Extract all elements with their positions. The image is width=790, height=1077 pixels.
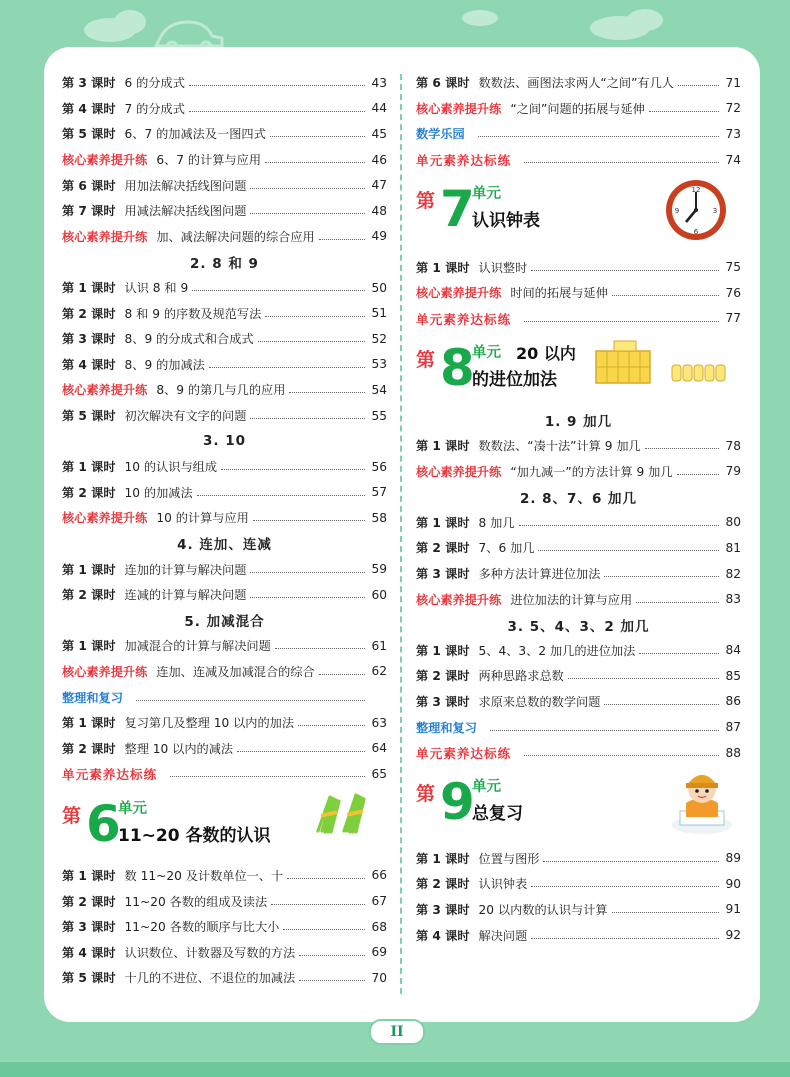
entry-prefix: 第 4 课时 — [416, 928, 470, 943]
leader-dots — [636, 602, 719, 603]
section-heading: 3. 10 — [202, 433, 246, 450]
toc-entry — [416, 254, 741, 280]
entry-page-number: 90 — [725, 876, 741, 891]
toc-entry — [62, 70, 387, 96]
unit-prefix: 第 — [416, 190, 436, 213]
entry-page-number: 53 — [371, 357, 387, 372]
unit-prefix: 第 — [416, 349, 436, 372]
entry-page-number: 65 — [371, 766, 387, 781]
unit-label: 单元 — [472, 186, 501, 203]
unit-prefix: 第 — [62, 804, 82, 827]
toc-entry — [416, 638, 741, 664]
entry-page-number: 73 — [725, 126, 741, 141]
entry-title: “之间”问题的拓展与延伸 — [510, 101, 645, 116]
leader-dots — [678, 85, 719, 86]
entry-page-number: 81 — [725, 540, 741, 555]
entry-title: 加、减法解决问题的综合应用 — [156, 229, 315, 244]
section-heading: 2. 8 和 9 — [190, 255, 259, 272]
entry-prefix: 第 5 课时 — [62, 409, 116, 424]
entry-prefix: 整理和复习 — [62, 690, 123, 705]
entry-prefix: 第 5 课时 — [62, 971, 116, 986]
entry-prefix: 第 5 课时 — [62, 127, 116, 142]
entry-title: 求原来总数的数学问题 — [478, 694, 601, 709]
unit-header — [62, 787, 387, 863]
entry-prefix: 第 1 课时 — [416, 515, 470, 530]
entry-page-number: 70 — [371, 970, 387, 985]
unit-title-line1: 20 以内 — [516, 344, 576, 364]
entry-title: 6、7 的加减法及一图四式 — [124, 127, 266, 142]
entry-page-number: 61 — [371, 638, 387, 653]
entry-title: 数 11~20 及计数单位一、十 — [124, 868, 284, 883]
entry-prefix: 核心素养提升练 — [416, 286, 502, 301]
entry-prefix: 第 1 课时 — [62, 562, 116, 577]
entry-page-number: 79 — [725, 464, 741, 479]
entry-title: 认识 8 和 9 — [124, 281, 189, 296]
toc-entry — [416, 458, 741, 484]
leader-dots — [221, 469, 365, 470]
entry-page-number: 74 — [725, 152, 741, 167]
entry-prefix: 核心素养提升练 — [62, 664, 148, 679]
toc-entry — [416, 147, 741, 173]
toc-entry — [62, 505, 387, 531]
leader-dots — [283, 929, 365, 930]
toc-entry — [62, 735, 387, 761]
entry-prefix: 第 2 课时 — [416, 669, 470, 684]
entry-prefix: 整理和复习 — [416, 720, 477, 735]
entry-page-number: 48 — [371, 203, 387, 218]
entry-page-number: 83 — [725, 592, 741, 607]
toc-entry — [62, 377, 387, 403]
toc-entry — [62, 710, 387, 736]
entry-title: 5、4、3、2 加几的进位加法 — [478, 643, 636, 658]
entry-title: 10 的加减法 — [124, 485, 193, 500]
leader-dots — [289, 392, 365, 393]
section-heading: 4. 连加、连减 — [177, 537, 272, 554]
toc-entry — [62, 888, 387, 914]
entry-page-number: 54 — [371, 382, 387, 397]
unit-prefix: 第 — [416, 783, 436, 806]
entry-page-number: 49 — [371, 229, 387, 244]
entry-title: 位置与图形 — [478, 851, 540, 866]
entry-title: 连加的计算与解决问题 — [124, 562, 247, 577]
section-heading: 5. 加减混合 — [184, 614, 265, 631]
entry-page-number: 72 — [725, 101, 741, 116]
entry-title: 10 的认识与组成 — [124, 460, 218, 475]
entry-prefix: 第 1 课时 — [416, 851, 470, 866]
entry-title: 解决问题 — [478, 928, 528, 943]
entry-page-number: 52 — [371, 331, 387, 346]
leader-dots — [531, 886, 719, 887]
section-heading: 2. 8、7、6 加几 — [519, 490, 638, 507]
entry-prefix: 第 2 课时 — [62, 306, 116, 321]
entry-prefix: 单元素养达标练 — [62, 767, 158, 783]
entry-prefix: 第 2 课时 — [62, 741, 116, 756]
entry-page-number: 76 — [725, 285, 741, 300]
unit-header — [416, 172, 741, 254]
leader-dots — [531, 938, 719, 939]
entry-prefix: 第 3 课时 — [62, 332, 116, 347]
entry-prefix: 第 4 课时 — [62, 101, 116, 116]
toc-entry — [416, 535, 741, 561]
toc-entry — [416, 845, 741, 871]
entry-title: 7、6 加几 — [478, 541, 535, 556]
toc-entry — [62, 326, 387, 352]
entry-page-number: 80 — [725, 515, 741, 530]
entry-page-number: 67 — [371, 894, 387, 909]
toc-entry — [416, 714, 741, 740]
section-heading: 1. 9 加几 — [544, 413, 613, 430]
entry-prefix: 第 3 课时 — [416, 694, 470, 709]
entry-prefix: 第 6 课时 — [416, 76, 470, 91]
unit-label: 单元 — [472, 345, 501, 362]
toc-entry — [416, 586, 741, 612]
toc-entry — [62, 863, 387, 889]
entry-prefix: 第 3 课时 — [62, 920, 116, 935]
entry-page-number: 88 — [725, 745, 741, 760]
entry-page-number: 46 — [371, 152, 387, 167]
entry-page-number: 89 — [725, 851, 741, 866]
leader-dots — [271, 904, 365, 905]
leader-dots — [298, 725, 365, 726]
toc-entry — [62, 198, 387, 224]
entry-prefix: 核心素养提升练 — [62, 229, 148, 244]
leader-dots — [237, 751, 365, 752]
toc-entry — [62, 403, 387, 429]
leader-dots — [299, 980, 365, 981]
svg-text:6: 6 — [693, 228, 699, 237]
leader-dots — [524, 321, 719, 322]
entry-title: 初次解决有文字的问题 — [124, 409, 247, 424]
entry-title: 7 的分成式 — [124, 101, 185, 116]
toc-entry — [416, 922, 741, 948]
leader-dots — [250, 213, 365, 214]
entry-page-number: 87 — [725, 720, 741, 735]
entry-prefix: 第 2 课时 — [416, 877, 470, 892]
entry-prefix: 第 2 课时 — [416, 541, 470, 556]
toc-entry — [416, 121, 741, 147]
leader-dots — [319, 239, 365, 240]
entry-page-number: 51 — [371, 306, 387, 321]
entry-prefix: 核心素养提升练 — [416, 464, 502, 479]
entry-prefix: 核心素养提升练 — [62, 153, 148, 168]
toc-entry — [416, 561, 741, 587]
toc-entry — [62, 914, 387, 940]
entry-title: 数数法、画图法求两人“之间”有几人 — [478, 76, 674, 91]
entry-page-number: 56 — [371, 459, 387, 474]
leader-dots — [524, 755, 719, 756]
entry-prefix: 第 2 课时 — [62, 588, 116, 603]
entry-prefix: 核心素养提升练 — [416, 592, 502, 607]
unit-label: 单元 — [472, 779, 501, 796]
entry-title: 用加法解决括线图问题 — [124, 178, 247, 193]
leader-dots — [265, 316, 365, 317]
leader-dots — [209, 367, 365, 368]
entry-page-number: 85 — [725, 668, 741, 683]
entry-prefix: 第 1 课时 — [62, 716, 116, 731]
entry-title: 8、9 的分成式和合成式 — [124, 332, 254, 347]
entry-page-number: 55 — [371, 408, 387, 423]
leader-dots — [258, 341, 365, 342]
leader-dots — [197, 495, 365, 496]
entry-prefix: 第 2 课时 — [62, 485, 116, 500]
leader-dots — [250, 597, 365, 598]
entry-prefix: 第 1 课时 — [416, 439, 470, 454]
unit-number: 6 — [86, 794, 121, 853]
svg-text:9: 9 — [674, 207, 680, 216]
entry-page-number: 82 — [725, 566, 741, 581]
entry-prefix: 第 1 课时 — [416, 643, 470, 658]
leader-dots — [170, 776, 365, 777]
toc-entry — [416, 510, 741, 536]
contents-right-column — [416, 70, 741, 948]
toc-entry — [62, 352, 387, 378]
toc-entry — [416, 740, 741, 766]
leader-dots — [299, 955, 365, 956]
entry-prefix: 第 2 课时 — [62, 894, 116, 909]
toc-entry — [62, 965, 387, 991]
unit-number: 7 — [440, 180, 475, 239]
leader-dots — [612, 295, 719, 296]
leader-dots — [519, 525, 719, 526]
leader-dots — [319, 674, 365, 675]
entry-title: 多种方法计算进位加法 — [478, 567, 601, 582]
leader-dots — [604, 576, 719, 577]
entry-title: 十几的不进位、不退位的加减法 — [124, 971, 296, 986]
entry-page-number: 64 — [371, 741, 387, 756]
entry-page-number: 86 — [725, 694, 741, 709]
toc-entry — [62, 761, 387, 787]
leader-dots — [649, 111, 719, 112]
unit-title: 11~20 各数的认识 — [118, 825, 271, 846]
svg-text:12: 12 — [691, 186, 701, 195]
entry-title: 8、9 的第几与几的应用 — [156, 383, 286, 398]
entry-title: 时间的拓展与延伸 — [510, 286, 608, 301]
entry-page-number: 60 — [371, 587, 387, 602]
unit-header — [416, 331, 741, 407]
entry-prefix: 第 1 课时 — [62, 281, 116, 296]
entry-prefix: 第 3 课时 — [416, 902, 470, 917]
svg-text:3: 3 — [712, 207, 718, 216]
leader-dots — [250, 188, 365, 189]
leader-dots — [136, 700, 365, 701]
toc-entry — [62, 224, 387, 250]
leader-dots — [524, 162, 719, 163]
entry-prefix: 第 3 课时 — [62, 76, 116, 91]
toc-entry — [416, 897, 741, 923]
toc-entry — [62, 556, 387, 582]
leader-dots — [568, 678, 719, 679]
straw-bundles-icon — [312, 791, 370, 839]
toc-entry — [62, 96, 387, 122]
entry-title: 连减的计算与解决问题 — [124, 588, 247, 603]
toc-entry — [416, 663, 741, 689]
entry-page-number: 44 — [371, 101, 387, 116]
entry-title: 认识钟表 — [478, 877, 528, 892]
toc-entry — [416, 306, 741, 332]
entry-prefix: 核心素养提升练 — [416, 101, 502, 116]
leader-dots — [192, 290, 365, 291]
toc-entry — [62, 684, 387, 710]
entry-title: 20 以内数的认识与计算 — [478, 902, 608, 917]
entry-title: 加减混合的计算与解决问题 — [124, 639, 271, 654]
entry-title: 两种思路求总数 — [478, 669, 564, 684]
entry-title: 8 加几 — [478, 515, 515, 530]
toc-entry — [62, 300, 387, 326]
entry-page-number: 84 — [725, 643, 741, 658]
entry-prefix: 第 4 课时 — [62, 945, 116, 960]
toc-entry — [62, 939, 387, 965]
entry-page-number: 63 — [371, 715, 387, 730]
entry-prefix: 第 4 课时 — [62, 357, 116, 372]
entry-page-number: 47 — [371, 178, 387, 193]
entry-title: 用减法解决括线图问题 — [124, 204, 247, 219]
leader-dots — [639, 653, 719, 654]
entry-title: 认识数位、计数器及写数的方法 — [124, 945, 296, 960]
leader-dots — [543, 861, 719, 862]
entry-title: 6 的分成式 — [124, 76, 185, 91]
entry-title: 连加、连减及加减混合的综合 — [156, 664, 315, 679]
leader-dots — [531, 270, 719, 271]
toc-entry — [416, 280, 741, 306]
leader-dots — [265, 162, 365, 163]
entry-page-number: 62 — [371, 664, 387, 679]
leader-dots — [287, 878, 365, 879]
entry-page-number: 43 — [371, 75, 387, 90]
unit-label: 单元 — [118, 800, 147, 817]
entry-title: 整理 10 以内的减法 — [124, 741, 234, 756]
entry-title: 8、9 的加减法 — [124, 357, 205, 372]
clock-icon — [664, 178, 728, 246]
toc-entry — [416, 871, 741, 897]
entry-prefix: 第 3 课时 — [416, 567, 470, 582]
leader-dots — [189, 111, 365, 112]
entry-page-number: 78 — [725, 438, 741, 453]
entry-page-number: 69 — [371, 945, 387, 960]
toc-entry — [416, 96, 741, 122]
entry-page-number: 92 — [725, 928, 741, 943]
toc-entry — [62, 659, 387, 685]
entry-title: 数数法、“凑十法”计算 9 加几 — [478, 439, 641, 454]
entry-title: “加九减一”的方法计算 9 加几 — [510, 464, 673, 479]
entry-page-number: 75 — [725, 260, 741, 275]
entry-title: 8 和 9 的序数及规范写法 — [124, 306, 262, 321]
toc-entry — [62, 147, 387, 173]
entry-prefix: 第 1 课时 — [416, 260, 470, 275]
entry-title: 进位加法的计算与应用 — [510, 592, 633, 607]
entry-prefix: 第 1 课时 — [62, 639, 116, 654]
leader-dots — [677, 474, 719, 475]
leader-dots — [250, 572, 365, 573]
column-divider — [400, 74, 402, 994]
entry-prefix: 单元素养达标练 — [416, 153, 512, 169]
entry-page-number: 45 — [371, 126, 387, 141]
toc-entry — [62, 275, 387, 301]
unit-header — [416, 765, 741, 845]
leader-dots — [275, 648, 365, 649]
toc-entry — [62, 454, 387, 480]
toc-entry — [416, 689, 741, 715]
entry-page-number: 77 — [725, 311, 741, 326]
entry-prefix: 第 7 课时 — [62, 204, 116, 219]
unit-title: 认识钟表 — [472, 211, 540, 232]
leader-dots — [478, 136, 719, 137]
leader-dots — [645, 448, 719, 449]
unit-title: 的进位加法 — [472, 370, 557, 391]
entry-title: 11~20 各数的顺序与比大小 — [124, 920, 280, 935]
entry-title: 6、7 的计算与应用 — [156, 153, 262, 168]
entry-page-number: 66 — [371, 868, 387, 883]
leader-dots — [604, 704, 719, 705]
leader-dots — [612, 912, 719, 913]
toc-entry — [416, 70, 741, 96]
unit-number: 9 — [440, 773, 475, 832]
toc-entry — [62, 633, 387, 659]
entry-title: 11~20 各数的组成及读法 — [124, 894, 268, 909]
entry-prefix: 单元素养达标练 — [416, 746, 512, 762]
toc-entry — [62, 172, 387, 198]
entry-page-number: 50 — [371, 280, 387, 295]
toc-entry — [62, 582, 387, 608]
leader-dots — [538, 550, 719, 551]
entry-prefix: 单元素养达标练 — [416, 311, 512, 327]
leader-dots — [490, 730, 719, 731]
entry-prefix: 第 6 课时 — [62, 178, 116, 193]
entry-page-number: 91 — [725, 902, 741, 917]
entry-page-number: 57 — [371, 485, 387, 500]
page-number: II — [369, 1019, 425, 1045]
entry-prefix: 第 1 课时 — [62, 868, 116, 883]
entry-prefix: 核心素养提升练 — [62, 383, 148, 398]
leader-dots — [250, 418, 365, 419]
counting-cubes-icon — [594, 339, 730, 395]
entry-page-number: 68 — [371, 919, 387, 934]
entry-page-number: 59 — [371, 562, 387, 577]
entry-title: 10 的计算与应用 — [156, 511, 249, 526]
leader-dots — [253, 520, 365, 521]
leader-dots — [189, 85, 365, 86]
leader-dots — [270, 136, 365, 137]
unit-title: 总复习 — [472, 804, 523, 825]
contents-left-column — [62, 70, 387, 991]
section-heading: 3. 5、4、3、2 加几 — [507, 618, 650, 635]
entry-prefix: 第 1 课时 — [62, 460, 116, 475]
student-writing-icon — [666, 765, 738, 841]
entry-page-number: 58 — [371, 510, 387, 525]
entry-page-number: 71 — [725, 75, 741, 90]
toc-entry — [416, 433, 741, 459]
entry-title: 认识整时 — [478, 260, 528, 275]
toc-entry — [62, 480, 387, 506]
entry-prefix: 核心素养提升练 — [62, 511, 148, 526]
toc-entry — [62, 121, 387, 147]
entry-prefix: 数学乐园 — [416, 127, 465, 142]
unit-number: 8 — [440, 339, 475, 398]
entry-title: 复习第几及整理 10 以内的加法 — [124, 716, 295, 731]
